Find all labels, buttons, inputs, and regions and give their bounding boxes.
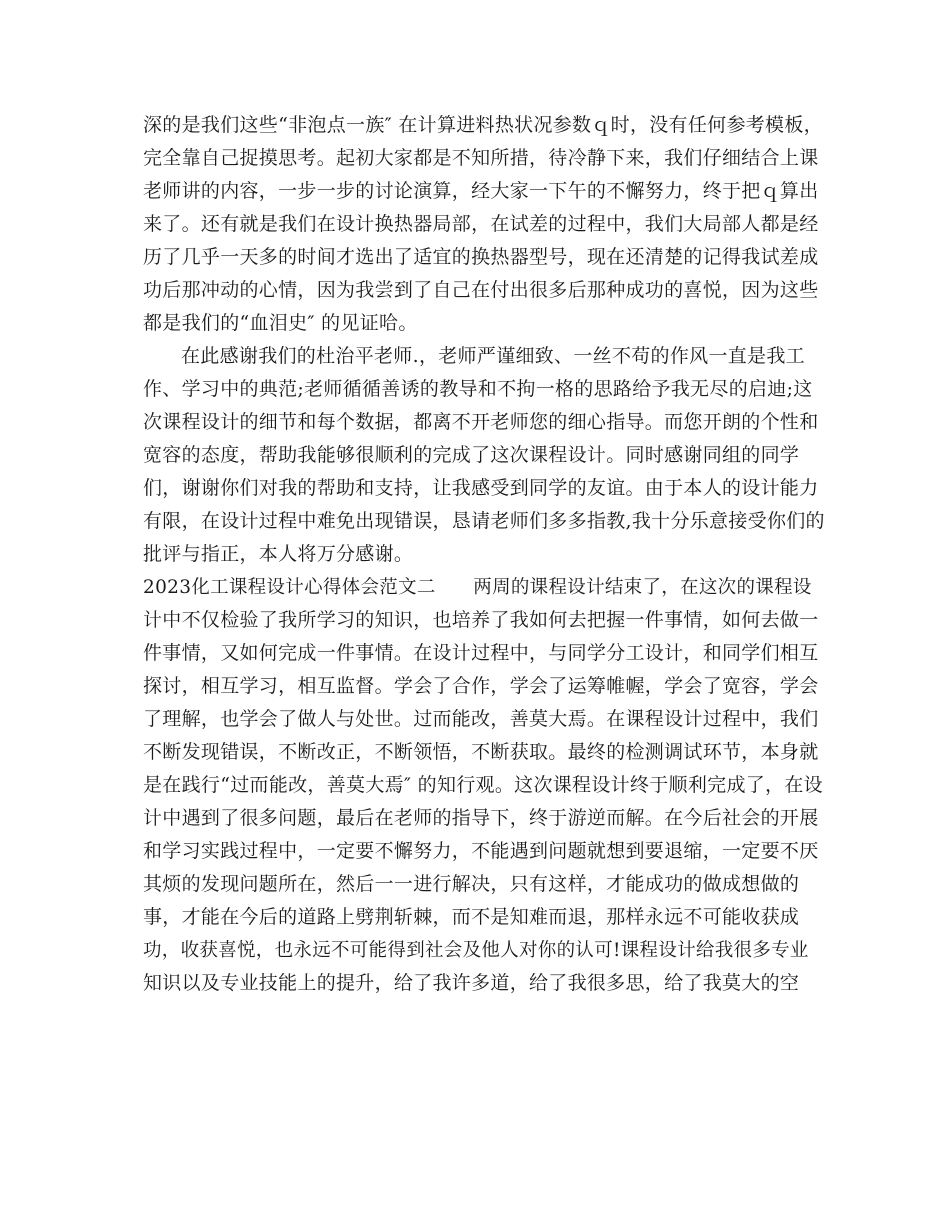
text-line: 其烦的发现问题所在，然后一一进行解决，只有这样，才能成功的做成想做的 xyxy=(143,873,800,895)
text-line: 知识以及专业技能上的提升，给了我许多道，给了我很多思，给了我莫大的空 xyxy=(143,972,800,994)
text-line: 有限，在设计过程中难免出现错误，恳请老师们多多指教,我十分乐意接受你们的 xyxy=(143,510,825,532)
text-line: 老师讲的内容，一步一步的讨论演算，经大家一下午的不懈努力，终于把ｑ算出 xyxy=(143,180,819,202)
text-line: 完全靠自己捉摸思考。起初大家都是不知所措，待冷静下来，我们仔细结合上课 xyxy=(143,147,819,169)
text-line: 探讨，相互学习，相互监督。学会了合作，学会了运筹帷幄，学会了宽容，学会 xyxy=(143,675,819,697)
text-line: 了理解，也学会了做人与处世。过而能改，善莫大焉。在课程设计过程中，我们 xyxy=(143,708,819,730)
text-line: 在此感谢我们的杜治平老师.，老师严谨细致、一丝不苟的作风一直是我工 xyxy=(181,345,805,367)
text-line: 来了。还有就是我们在设计换热器局部，在试差的过程中，我们大局部人都是经 xyxy=(143,213,819,235)
text-line: 宽容的态度，帮助我能够很顺利的完成了这次课程设计。同时感谢同组的同学 xyxy=(143,444,800,466)
text-line: 深的是我们这些“非泡点一族″ 在计算进料热状况参数ｑ时，没有任何参考模板， xyxy=(143,114,823,136)
text-line: 计中不仅检验了我所学习的知识，也培养了我如何去把握一件事情，如何去做一 xyxy=(143,609,819,631)
text-line: 作、学习中的典范;老师循循善诱的教导和不拘一格的思路给予我无尽的启迪;这 xyxy=(143,378,813,400)
text-line: 历了几乎一天多的时间才选出了适宜的换热器型号，现在还清楚的记得我试差成 xyxy=(143,246,819,268)
text-line: 批评与指正，本人将万分感谢。 xyxy=(143,543,414,565)
text-line: 次课程设计的细节和每个数据，都离不开老师您的细心指导。而您开朗的个性和 xyxy=(143,411,819,433)
text-line: 都是我们的“血泪史″ 的见证哈。 xyxy=(143,312,418,334)
text-line: 功后那冲动的心情，因为我尝到了自己在付出很多后那种成功的喜悦，因为这些 xyxy=(143,279,819,301)
text-line: 事，才能在今后的道路上劈荆斩棘，而不是知难而退，那样永远不可能收获成 xyxy=(143,906,800,928)
body-text xyxy=(143,109,823,1000)
text-line: 件事情，又如何完成一件事情。在设计过程中，与同学分工设计，和同学们相互 xyxy=(143,642,819,664)
text-line: 不断发现错误，不断改正，不断领悟，不断获取。最终的检测调试环节，本身就 xyxy=(143,741,819,763)
text-line: 功，收获喜悦，也永远不可能得到社会及他人对你的认可!课程设计给我很多专业 xyxy=(143,940,809,961)
text-line: 是在践行“过而能改，善莫大焉″ 的知行观。这次课程设计终于顺利完成了，在设 xyxy=(143,774,823,796)
section-heading-line: 2023化工课程设计心得体会范文二 两周的课程设计结束了，在这次的课程设 xyxy=(143,577,812,598)
text-line: 和学习实践过程中，一定要不懈努力，不能遇到问题就想到要退缩，一定要不厌 xyxy=(143,840,819,862)
text-line: 们，谢谢你们对我的帮助和支持，让我感受到同学的友谊。由于本人的设计能力 xyxy=(143,477,819,499)
text-line: 计中遇到了很多问题，最后在老师的指导下，终于游逆而解。在今后社会的开展 xyxy=(143,807,819,829)
